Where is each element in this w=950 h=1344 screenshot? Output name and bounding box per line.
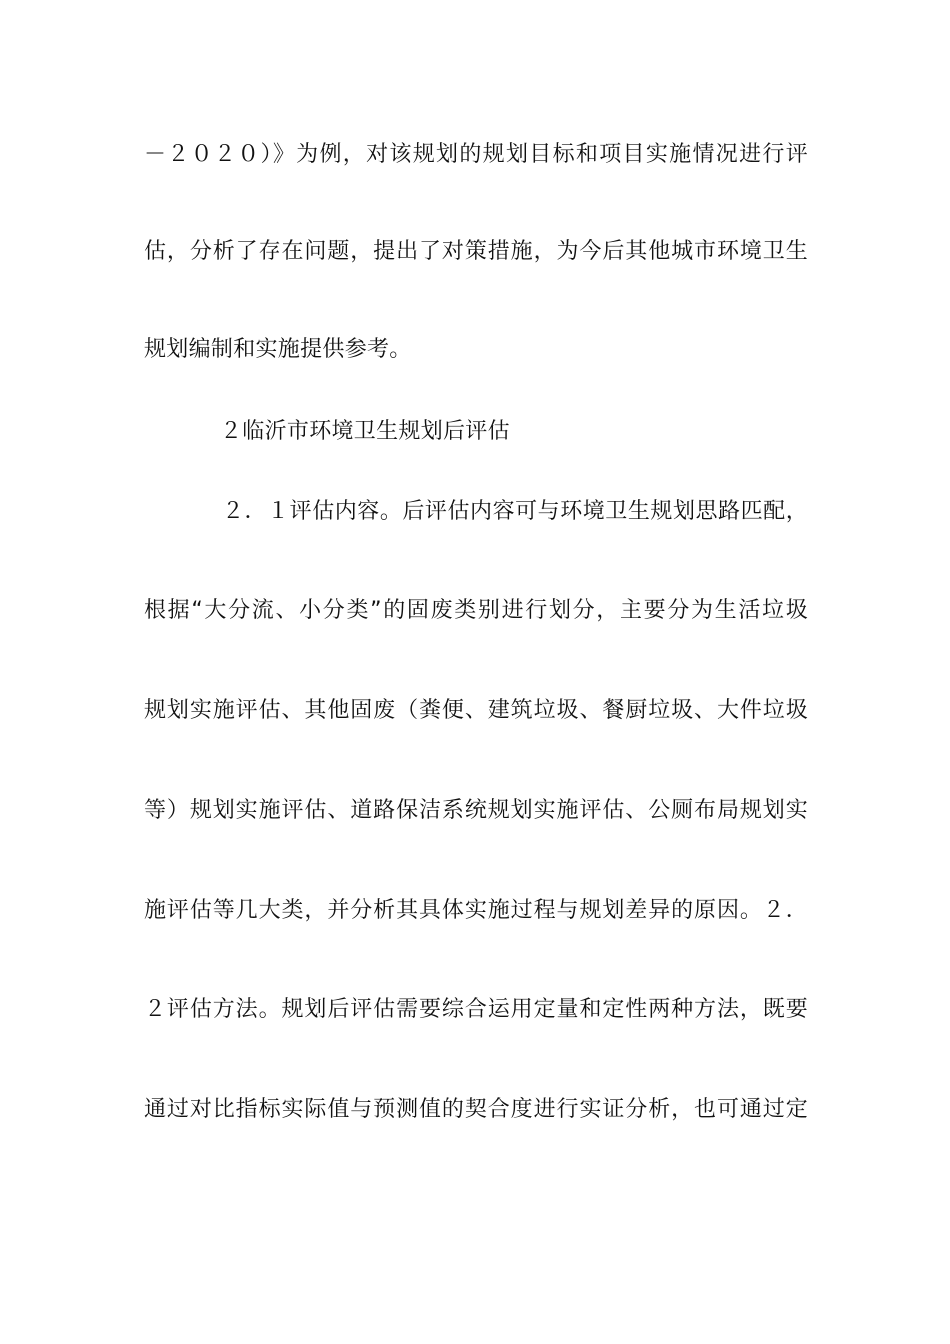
paragraph-line: 通过对比指标实际值与预测值的契合度进行实证分析，也可通过定 bbox=[144, 1097, 808, 1122]
paragraph-line: 等）规划实施评估、道路保洁系统规划实施评估、公厕布局规划实 bbox=[144, 798, 808, 823]
paragraph-line: 规划实施评估、其他固废（粪便、建筑垃圾、餐厨垃圾、大件垃圾 bbox=[144, 698, 808, 723]
paragraph-line: －２０２０）》为例，对该规划的规划目标和项目实施情况进行评 bbox=[144, 142, 808, 167]
paragraph-line: ２评估方法。规划后评估需要综合运用定量和定性两种方法，既要 bbox=[144, 997, 808, 1022]
paragraph-line: 根据“大分流、小分类”的固废类别进行划分，主要分为生活垃圾 bbox=[144, 598, 808, 623]
paragraph-line: 施评估等几大类，并分析其具体实施过程与规划差异的原因。２． bbox=[144, 898, 808, 923]
paragraph-line: 规划编制和实施提供参考。 bbox=[144, 337, 412, 362]
paragraph-line: ２．１评估内容。后评估内容可与环境卫生规划思路匹配， bbox=[222, 499, 808, 524]
paragraph-line: 估，分析了存在问题，提出了对策措施，为今后其他城市环境卫生 bbox=[144, 239, 808, 264]
section-heading: ２临沂市环境卫生规划后评估 bbox=[220, 419, 510, 444]
